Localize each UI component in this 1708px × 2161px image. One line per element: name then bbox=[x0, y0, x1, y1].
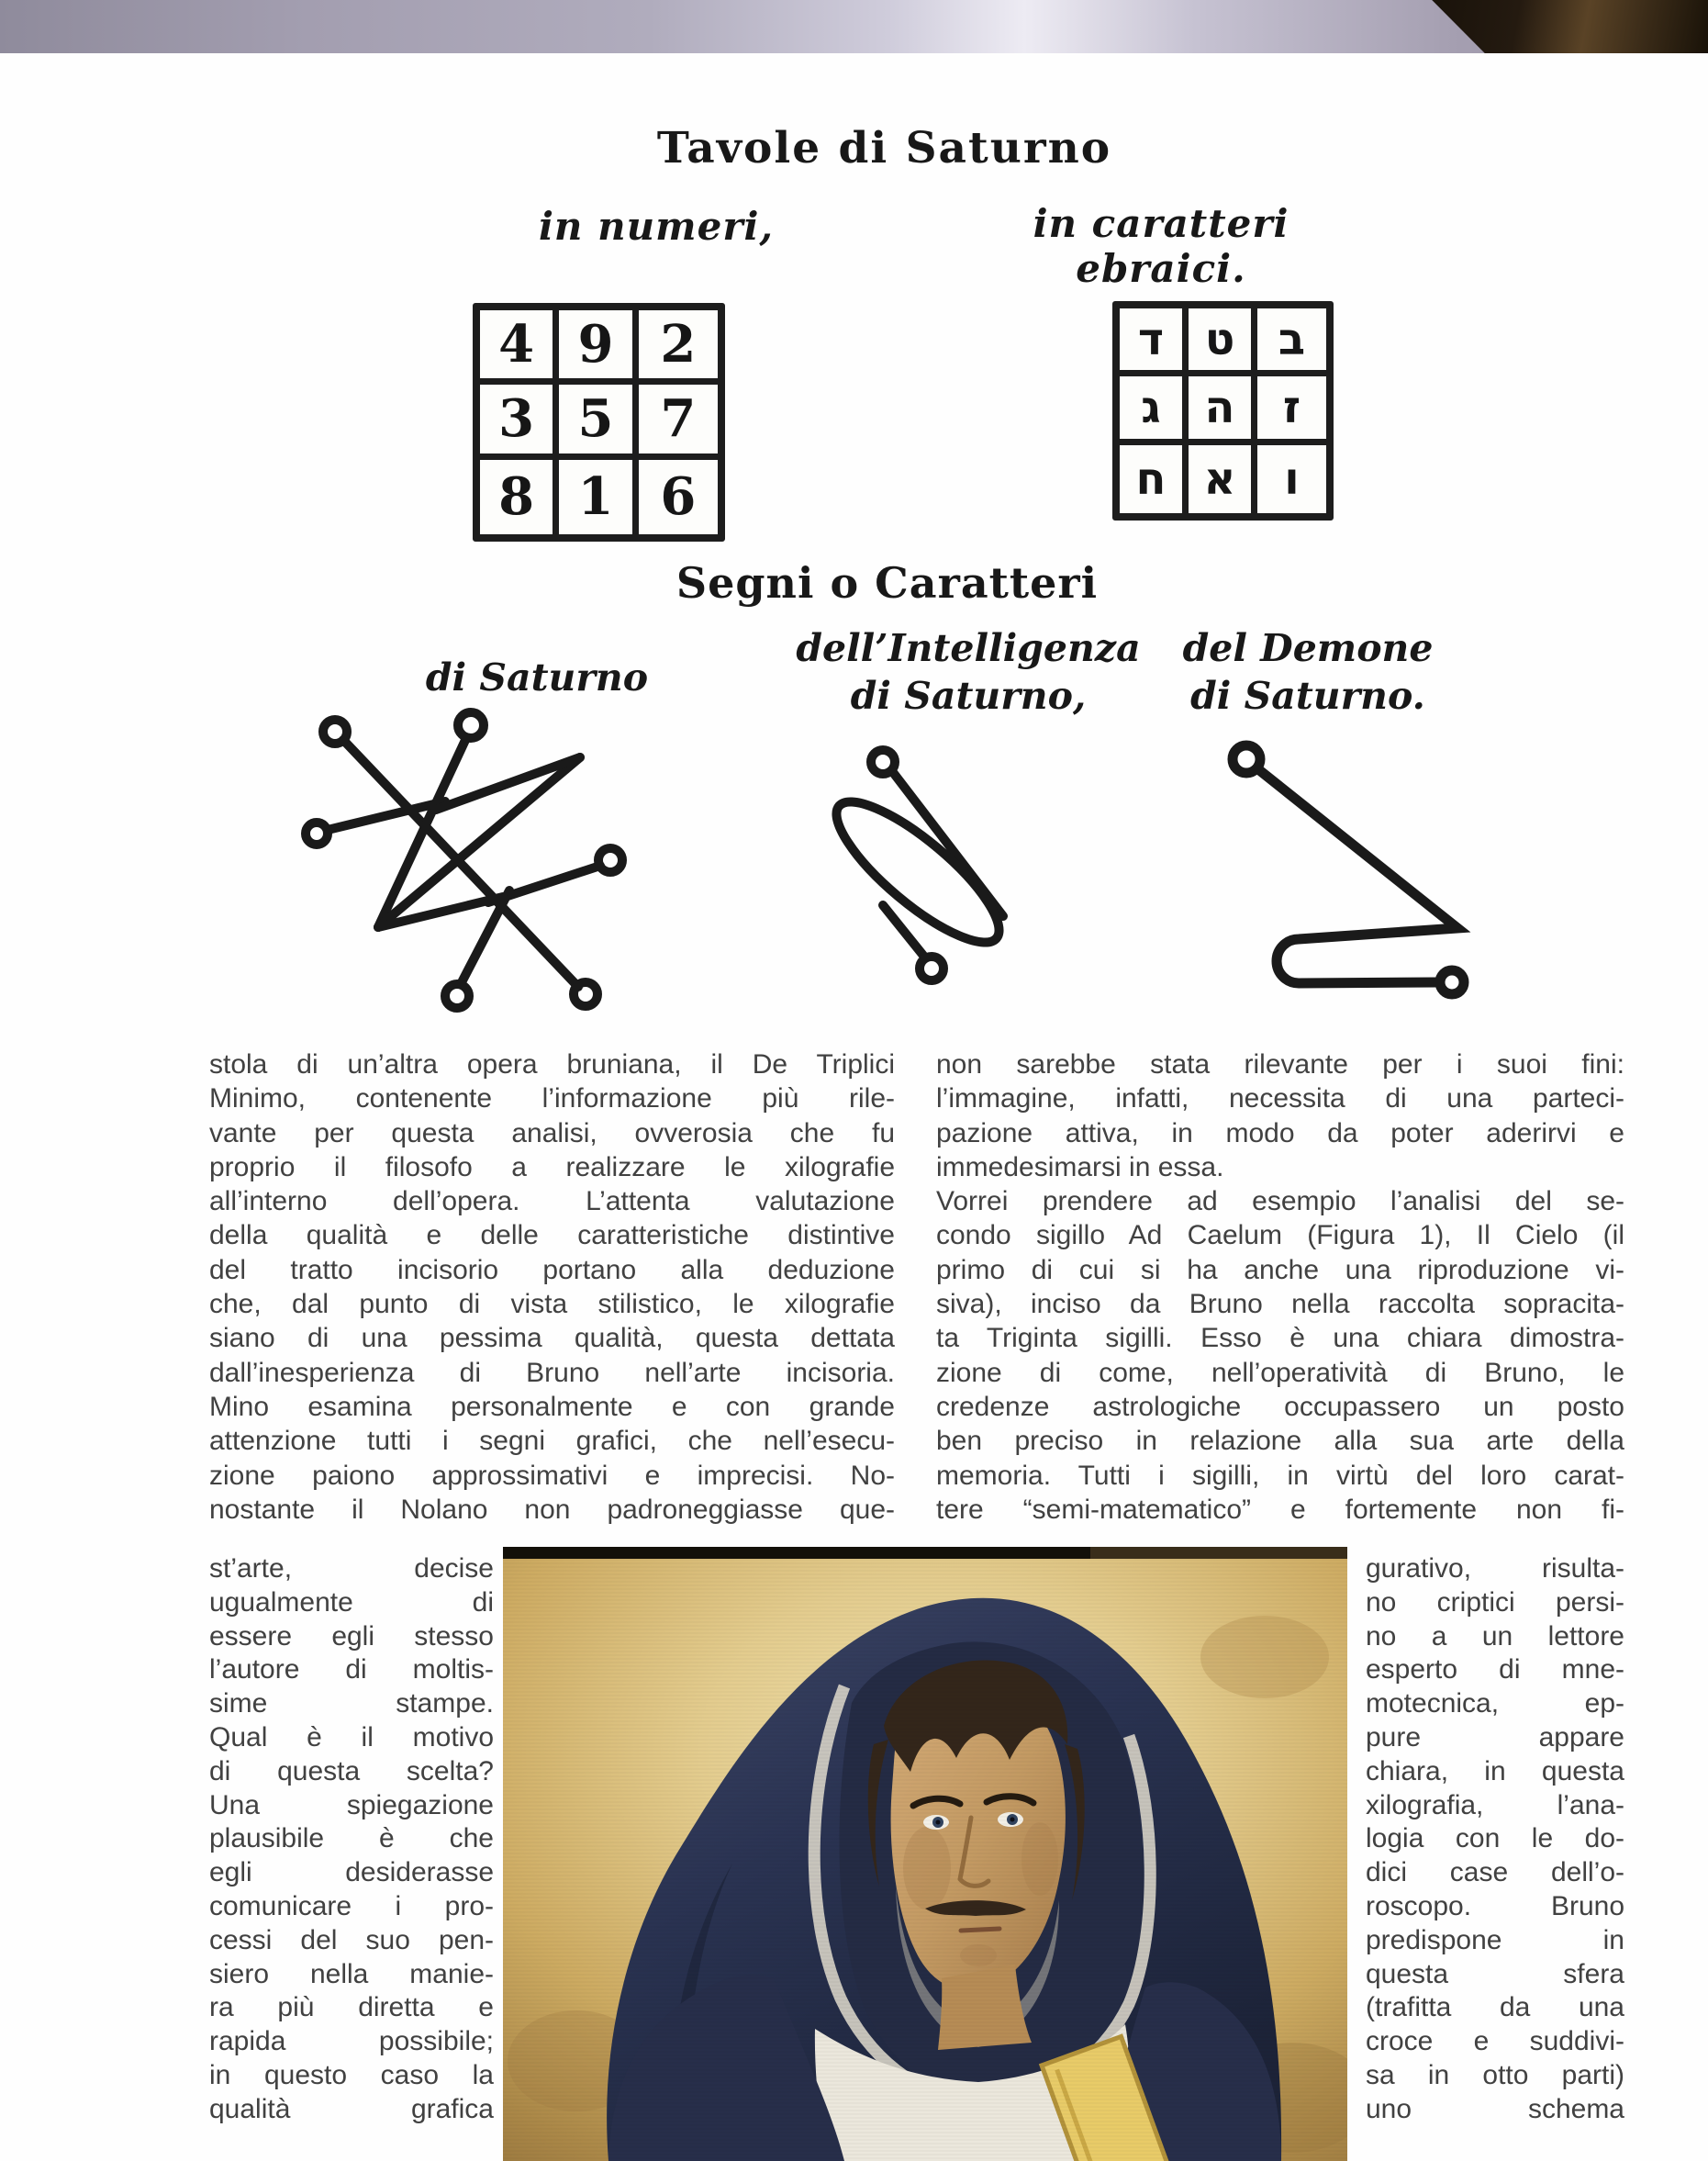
square-cell: 8 bbox=[480, 460, 559, 534]
text-line: egli desiderasse bbox=[209, 1857, 494, 1888]
square-cell: ז bbox=[1257, 376, 1326, 444]
text-line: primo di cui si ha anche una riproduzione vi- bbox=[936, 1254, 1624, 1285]
text-line: l’immagine, infatti, necessita di una parteci- bbox=[936, 1083, 1624, 1114]
text-line: uno schema bbox=[1366, 2093, 1624, 2124]
text-line: non sarebbe stata rilevante per i suoi fini: bbox=[936, 1049, 1624, 1080]
text-line: no criptici persi- bbox=[1366, 1586, 1624, 1618]
text-line: plausibile è che bbox=[209, 1823, 494, 1854]
square-cell: 5 bbox=[559, 385, 638, 459]
caption-saturn: di Saturno bbox=[425, 655, 649, 700]
text-line: questa sfera bbox=[1366, 1958, 1624, 1989]
square-cell: 3 bbox=[480, 385, 559, 459]
text-line: all’interno dell’opera. L’attenta valutazione bbox=[209, 1186, 895, 1217]
text-line: proprio il filosofo a realizzare le xilografie bbox=[209, 1151, 895, 1182]
text-line: qualità grafica bbox=[209, 2093, 494, 2124]
text-line: gurativo, risulta- bbox=[1366, 1553, 1624, 1584]
text-line: no a un lettore bbox=[1366, 1620, 1624, 1652]
text-line: comunicare i pro- bbox=[209, 1890, 494, 1921]
text-line: memoria. Tutti i sigilli, in virtù del loro carat- bbox=[936, 1460, 1624, 1491]
caption-intelligence-of-saturn bbox=[776, 624, 1161, 720]
text-line: dell’Intelligenza bbox=[796, 626, 1141, 670]
article-right-column bbox=[936, 1049, 1624, 1528]
text-line: rapida possibile; bbox=[209, 2026, 494, 2057]
caption-demon-of-saturn bbox=[1152, 624, 1464, 720]
text-line: ben preciso in relazione alla sua arte della bbox=[936, 1426, 1624, 1457]
text-line: condo sigillo Ad Caelum (Figura 1), Il Cielo (il bbox=[936, 1220, 1624, 1251]
text-line: del tratto incisorio portano alla deduzione bbox=[209, 1254, 895, 1285]
saturn-hebrew-square bbox=[1112, 301, 1334, 521]
square-cell: ד bbox=[1120, 308, 1189, 376]
demon-sigil-drawing bbox=[1166, 716, 1487, 1019]
text-line: (trafitta da una bbox=[1366, 1992, 1624, 2023]
square-cell: ו bbox=[1284, 453, 1300, 505]
text-line: in questo caso la bbox=[209, 2059, 494, 2090]
text-line: siano di una pessima qualità, questa dettata bbox=[209, 1323, 895, 1354]
text-line: ugualmente di bbox=[209, 1586, 494, 1618]
text-line: croce e suddivi- bbox=[1366, 2026, 1624, 2057]
text-line: logia con le do- bbox=[1366, 1823, 1624, 1854]
text-line: Vorrei prendere ad esempio l’analisi del se- bbox=[936, 1186, 1624, 1217]
square-cell: 2 bbox=[639, 310, 718, 385]
text-line: che, dal punto di vista stilistico, le xilografie bbox=[209, 1289, 895, 1320]
text-line: credenze astrologiche occupassero un posto bbox=[936, 1391, 1624, 1422]
text-line: attenzione tutti i segni grafici, che nell’esecu- bbox=[209, 1426, 895, 1457]
text-line: sa in otto parti) bbox=[1366, 2059, 1624, 2090]
text-line: essere egli stesso bbox=[209, 1620, 494, 1652]
text-line: chiara, in questa bbox=[1366, 1755, 1624, 1786]
text-line: siva), inciso da Bruno nella raccolta sopracita- bbox=[936, 1289, 1624, 1320]
text-line: pure appare bbox=[1366, 1721, 1624, 1752]
text-line: motecnica, ep- bbox=[1366, 1688, 1624, 1719]
text-line: l’autore di moltis- bbox=[209, 1654, 494, 1685]
text-line: nostante il Nolano non padroneggiasse que- bbox=[209, 1494, 895, 1525]
text-line: esperto di mne- bbox=[1366, 1654, 1624, 1685]
article-left-column-narrow bbox=[209, 1553, 494, 2128]
text-line: zione paiono approssimativi e imprecisi. No- bbox=[209, 1460, 895, 1491]
text-line: della qualità e delle caratteristiche distintive bbox=[209, 1220, 895, 1251]
text-line: vante per questa analisi, ovverosia che fu bbox=[209, 1117, 895, 1148]
text-line: Minimo, contenente l’informazione più rile- bbox=[209, 1083, 895, 1114]
square-cell: 7 bbox=[639, 385, 718, 459]
text-line: siero nella manie- bbox=[209, 1958, 494, 1989]
text-line: di Saturno, bbox=[850, 674, 1087, 718]
text-line: pazione attiva, in modo da poter aderirvi e bbox=[936, 1117, 1624, 1148]
photo-banner-dark-corner bbox=[1414, 0, 1708, 53]
square-cell: ג bbox=[1120, 376, 1189, 444]
square-cell: א bbox=[1189, 445, 1257, 513]
plate-subtitle-hebrew: in caratteri ebraici. bbox=[1033, 201, 1289, 291]
text-line: stola di un’altra opera bruniana, il De Triplici bbox=[209, 1049, 895, 1080]
text-line: Qual è il motivo bbox=[209, 1721, 494, 1752]
text-line: xilografia, l’ana- bbox=[1366, 1789, 1624, 1820]
square-cell: ה bbox=[1189, 376, 1257, 444]
text-line: tere “semi-matematico” e fortemente non fi- bbox=[936, 1494, 1624, 1525]
square-cell: 9 bbox=[559, 310, 638, 385]
square-cell: 1 bbox=[559, 460, 638, 534]
text-line: zione di come, nell’operatività di Bruno, le bbox=[936, 1357, 1624, 1388]
text-line: cessi del suo pen- bbox=[209, 1924, 494, 1955]
text-line: st’arte, decise bbox=[209, 1553, 494, 1584]
signs-heading: Segni o Caratteri bbox=[675, 558, 1099, 608]
text-line: dall’inesperienza di Bruno nell’arte incisoria. bbox=[209, 1357, 895, 1388]
plate-subtitle-numbers: in numeri, bbox=[538, 204, 775, 249]
text-line: di Saturno. bbox=[1190, 674, 1425, 718]
saturn-number-square bbox=[473, 303, 725, 542]
square-cell: 4 bbox=[480, 310, 559, 385]
text-line: predispone in bbox=[1366, 1924, 1624, 1955]
square-cell: 6 bbox=[660, 466, 697, 528]
saturn-sigil-drawing bbox=[257, 679, 670, 1047]
square-cell: ח bbox=[1120, 445, 1189, 513]
text-line: del Demone bbox=[1182, 626, 1434, 670]
text-line: di questa scelta? bbox=[209, 1755, 494, 1786]
text-line: immedesimarsi in essa. bbox=[936, 1151, 1224, 1182]
plate-title: Tavole di Saturno bbox=[656, 123, 1112, 174]
text-line: ta Triginta sigilli. Esso è una chiara dimostra- bbox=[936, 1323, 1624, 1354]
text-line: ra più diretta e bbox=[209, 1992, 494, 2023]
text-line: sime stampe. bbox=[209, 1688, 494, 1719]
text-line: dici case dell’o- bbox=[1366, 1857, 1624, 1888]
article-left-column bbox=[209, 1049, 895, 1528]
square-cell: ב bbox=[1257, 308, 1326, 376]
text-line: Una spiegazione bbox=[209, 1789, 494, 1820]
photo-banner bbox=[0, 0, 1708, 53]
text-line: Mino esamina personalmente e con grande bbox=[209, 1391, 895, 1422]
square-cell: ט bbox=[1189, 308, 1257, 376]
article-right-column-narrow bbox=[1366, 1553, 1624, 2128]
intelligence-sigil-drawing bbox=[780, 725, 1055, 1019]
text-line: roscopo. Bruno bbox=[1366, 1890, 1624, 1921]
bruno-portrait bbox=[503, 1547, 1347, 2161]
